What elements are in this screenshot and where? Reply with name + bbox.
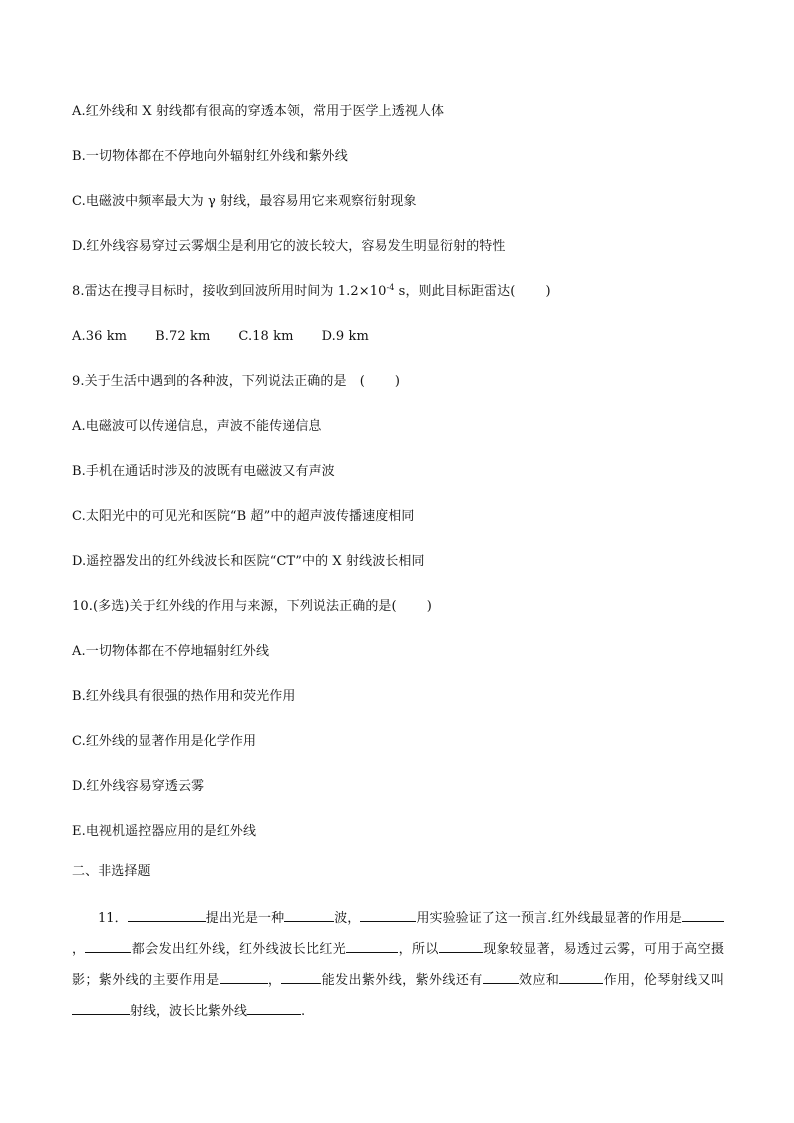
q8-options [72,328,397,346]
q8-option-a: A.36 km [72,329,128,344]
q7-option-d: D.红外线容易穿过云雾烟尘是利用它的波长较大，容易发生明显衍射的特性 [72,239,506,254]
q10-stem-text: 10.(多选)关于红外线的作用与来源，下列说法正确的是( [72,599,397,614]
q10-paren-close: ) [426,599,432,614]
q11-text: 波， [334,911,361,926]
q10-option-c: C.红外线的显著作用是化学作用 [72,734,257,749]
q8-stem-text-a: 8.雷达在搜寻目标时，接收到回波所用时间为 1.2×10 [72,284,387,299]
section-title: 二、非选择题 [72,864,151,879]
q8-stem-text-b: s，则此目标距雷达( [394,284,516,299]
q11-text: 作用，伦琴射线又叫 [603,973,724,988]
q9-option-c: C.太阳光中的可见光和医院“B 超”中的超声波传播速度相同 [72,509,415,524]
q7-option-b: B.一切物体都在不停地向外辐射红外线和紫外线 [72,149,348,164]
q8-exponent: -4 [386,283,395,292]
q9-option-a: A.电磁波可以传递信息，声波不能传递信息 [72,419,322,434]
q11-text: . [301,1004,306,1019]
q10-option-e: E.电视机遥控器应用的是红外线 [72,824,257,839]
q7-option-c: C.电磁波中频率最大为 γ 射线，最容易用它来观察衍射现象 [72,194,417,209]
q10-option-b: B.红外线具有很强的热作用和荧光作用 [72,689,296,704]
fill-blank[interactable] [284,907,334,922]
q11-text: 效应和 [518,973,560,988]
q8-option-c: C.18 km [238,329,294,344]
q11-text: ， [72,942,86,957]
q9-paren-close: ) [394,374,401,389]
q9-stem-text: 9.关于生活中遇到的各种波，下列说法正确的是 ( [72,374,365,389]
fill-blank[interactable] [85,938,131,953]
fill-blank[interactable] [220,969,268,984]
q11-text: 能发出紫外线，紫外线还有 [321,973,483,988]
fill-blank[interactable] [483,969,519,984]
q9-option-b: B.手机在通话时涉及的波既有电磁波又有声波 [72,464,335,479]
fill-blank[interactable] [346,938,398,953]
q10-option-d: D.红外线容易穿透云雾 [72,779,205,794]
q11-number: 11． [98,911,128,926]
q9-option-d: D.遥控器发出的红外线波长和医院“CT”中的 X 射线波长相同 [72,554,425,569]
fill-blank[interactable] [247,1000,301,1015]
q10-stem [72,598,432,616]
q11-text: 都会发出红外线，红外线波长比红光 [131,942,347,957]
q8-paren-close: ) [545,284,551,299]
q10-option-a: A.一切物体都在不停地辐射红外线 [72,644,270,659]
q11-text: 提出光是一种 [205,911,285,926]
q8-option-d: D.9 km [321,329,369,344]
q11-text: ，所以 [398,942,439,957]
q8-option-b: B.72 km [155,329,211,344]
fill-blank[interactable] [281,969,321,984]
q11-text: ， [267,973,282,988]
q8-stem [72,283,551,301]
fill-blank[interactable] [682,907,724,922]
q7-option-a: A.红外线和 X 射线都有很高的穿透本领，常用于医学上透视人体 [72,104,445,119]
fill-blank[interactable] [72,1000,130,1015]
fill-blank[interactable] [128,907,206,922]
q11-text: 现象较显著，易透过云雾，可用于高空摄影；紫外线的主要作用是 [72,942,724,988]
fill-blank[interactable] [360,907,416,922]
q11-text: 用实验验证了这一预言.红外线最显著的作用是 [416,911,682,926]
fill-blank[interactable] [559,969,603,984]
q11-text: 射线，波长比紫外线 [130,1004,248,1019]
q11-paragraph [72,903,724,1027]
fill-blank[interactable] [439,938,483,953]
q9-stem [72,373,400,391]
